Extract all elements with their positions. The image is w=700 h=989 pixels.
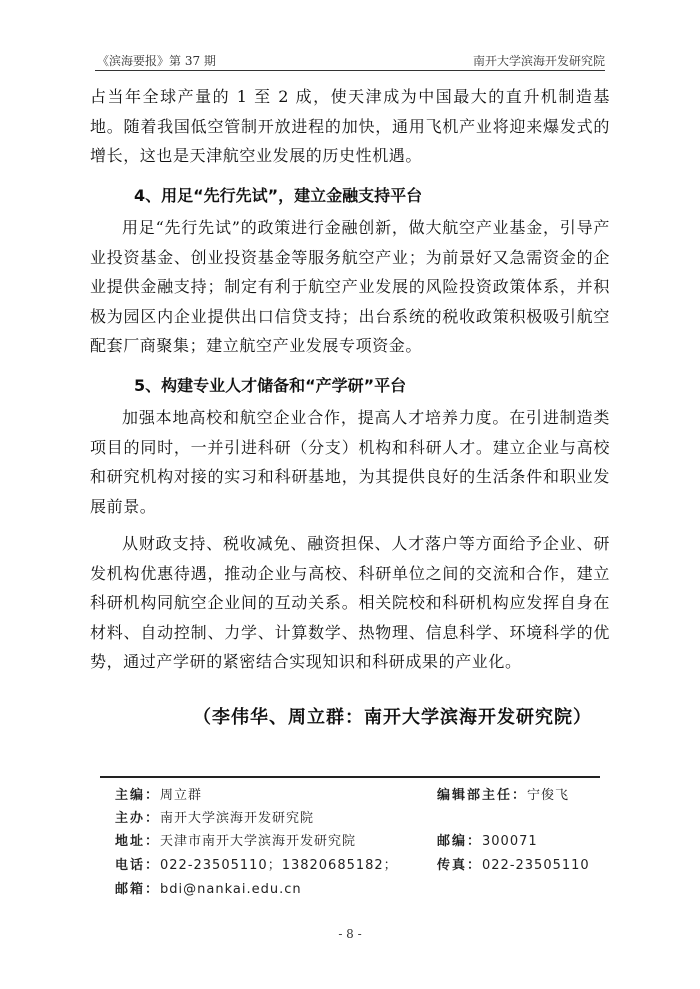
- section-heading-4: 4、用足“先行先试”，建立金融支持平台: [134, 185, 423, 205]
- spacer: [90, 521, 610, 529]
- institute-name: 南开大学滨海开发研究院: [472, 54, 605, 68]
- article-body: [90, 82, 610, 677]
- page-number: - 8 -: [338, 927, 362, 941]
- paragraph-1: 占当年全球产量的 1 至 2 成，使天津成为中国最大的直升机制造基地。随着我国低空管制开放进程的加快，通用飞机产业将迎来爆发式的增长，这也是天津航空业发展的历史性机遇。: [90, 87, 610, 165]
- spacer: [90, 361, 610, 369]
- footer-row-phone: [115, 854, 595, 876]
- footer-row-editors: [115, 784, 595, 806]
- paragraph-4: 从财政支持、税收减免、融资担保、人才落户等方面给予企业、研发机构优惠待遇，推动企业与高校、科研单位之间的交流和合作，建立科研机构同航空企业间的互动关系。相关院校和科研机构应发挥自身在材料、自动控制、力学、计算数学、热物理、信息科学、环境科学的优势，通过产学研的紧密结合实现知识和科研成果的产业化。: [90, 534, 610, 671]
- footer-row-sponsor: [115, 807, 595, 829]
- email: 邮箱：bdi@nankai.edu.cn: [115, 882, 302, 897]
- footer-divider: [100, 776, 600, 778]
- sponsor: 主办：南开大学滨海开发研究院: [115, 811, 315, 826]
- editorial-director: 编辑部主任：宁俊飞: [437, 788, 570, 803]
- footer-row-address: [115, 830, 595, 852]
- section-heading-5: 5、构建专业人才储备和“产学研”平台: [134, 375, 407, 395]
- phone: 电话：022-23505110；13820685182；: [115, 858, 398, 873]
- postcode: 邮编：300071: [437, 834, 538, 849]
- header-divider: [95, 70, 605, 71]
- footer-row-email: [115, 878, 595, 900]
- author-signature: （李伟华、周立群：南开大学滨海开发研究院）: [193, 707, 592, 728]
- fax: 传真：022-23505110: [437, 858, 590, 873]
- paragraph-2: 用足“先行先试”的政策进行金融创新，做大航空产业基金，引导产业投资基金、创业投资基金等服务航空产业；为前景好又急需资金的企业提供金融支持；制定有利于航空产业发展的风险投资政策体系，并积极为园区内企业提供出口信贷支持；出台系统的税收政策积极吸引航空配套厂商聚集；建立航空产业发展专项资金。: [90, 218, 610, 355]
- chief-editor: 主编：周立群: [115, 788, 203, 803]
- address: 地址：天津市南开大学滨海开发研究院: [115, 834, 357, 849]
- journal-issue: 《滨海要报》第 37 期: [97, 54, 216, 68]
- spacer: [90, 171, 610, 179]
- paragraph-3: 加强本地高校和航空企业合作，提高人才培养力度。在引进制造类项目的同时，一并引进科研（分支）机构和科研人才。建立企业与高校和研究机构对接的实习和科研基地，为其提供良好的生活条件和职业发展前景。: [90, 408, 610, 516]
- page-header: [95, 52, 605, 70]
